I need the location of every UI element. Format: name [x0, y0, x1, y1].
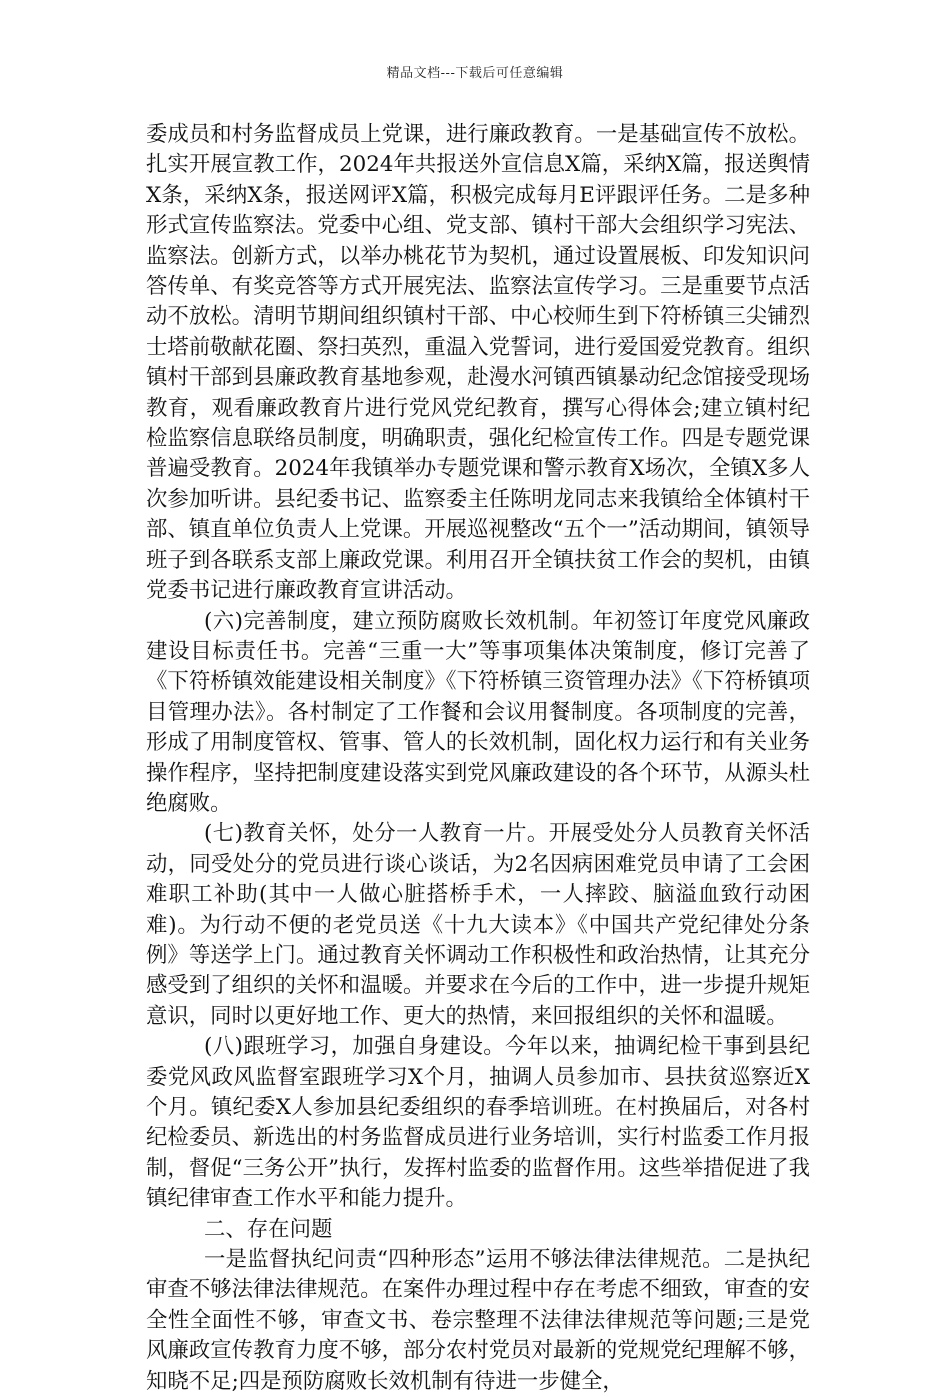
paragraph-section-6: (六)完善制度，建立预防腐败长效机制。年初签订年度党风廉政建设目标责任书。完善“三重一大”等事项集体决策制度，修订完善了《下符桥镇效能建设相关制度》《下符桥镇三资管理办法》《下符桥镇项目管理办法》。各村制定了工作餐和会议用餐制度。各项制度的完善，形成了用制度管权、管事、管人的长效机制，固化权力运行和有关业务操作程序，坚持把制度建设落实到党风廉政建设的各个环节，从源头杜绝腐败。 [146, 608, 810, 816]
paragraph-section-8: (八)跟班学习，加强自身建设。今年以来，抽调纪检干事到县纪委党风政风监督室跟班学习X个月，抽调人员参加市、县扶贫巡察近X个月。镇纪委X人参加县纪委组织的春季培训班。在村换届后，对各村纪检委员、新选出的村务监督成员进行业务培训，实行村监委工作月报制，督促“三务公开”执行，发挥村监委的监督作用。这些举措促进了我镇纪律审查工作水平和能力提升。 [146, 1034, 810, 1212]
document-body [146, 120, 810, 1397]
paragraph-problems: 一是监督执纪问责“四种形态”运用不够法律法律规范。二是执纪审查不够法律法律规范。在案件办理过程中存在考虑不细致，审查的安全性全面性不够，审查文书、卷宗整理不法律法律规范等问题;三是党风廉政宣传教育力度不够，部分农村党员对最新的党规党纪理解不够，知晓不足;四是预防腐败长效机制有待进一步健全， [146, 1247, 810, 1394]
section-heading-problems: 二、存在问题 [204, 1216, 333, 1242]
paragraph-continuation: 委成员和村务监督成员上党课，进行廉政教育。一是基础宣传不放松。扎实开展宣教工作，2024年共报送外宣信息X篇，采纳X篇，报送舆情X条，采纳X条，报送网评X篇，积极完成每月E评跟评任务。二是多种形式宣传监察法。党委中心组、党支部、镇村干部大会组织学习宪法、监察法。创新方式，以举办桃花节为契机，通过设置展板、印发知识问答传单、有奖竞答等方式开展宪法、监察法宣传学习。三是重要节点活动不放松。清明节期间组织镇村干部、中心校师生到下符桥镇三尖铺烈士塔前敬献花圈、祭扫英烈，重温入党誓词，进行爱国爱党教育。组织镇村干部到县廉政教育基地参观，赴漫水河镇西镇暴动纪念馆接受现场教育，观看廉政教育片进行党风党纪教育，撰写心得体会;建立镇村纪检监察信息联络员制度，明确职责，强化纪检宣传工作。四是专题党课普遍受教育。2024年我镇举办专题党课和警示教育X场次，全镇X多人次参加听讲。县纪委书记、监察委主任陈明龙同志来我镇给全体镇村干部、镇直单位负责人上党课。开展巡视整改“五个一”活动期间，镇领导班子到各联系支部上廉政党课。利用召开全镇扶贫工作会的契机，由镇党委书记进行廉政教育宣讲活动。 [146, 122, 810, 604]
page-header: 精品文档---下载后可任意编辑 [386, 66, 564, 81]
paragraph-section-7: (七)教育关怀，处分一人教育一片。开展受处分人员教育关怀活动，同受处分的党员进行谈心谈话，为2名因病困难党员申请了工会困难职工补助(其中一人做心脏搭桥手术，一人摔跤、脑溢血致行动困难)。为行动不便的老党员送《十九大读本》《中国共产党纪律处分条例》等送学上门。通过教育关怀调动工作积极性和政治热情，让其充分感受到了组织的关怀和温暖。并要求在今后的工作中，进一步提升规矩意识，同时以更好地工作、更大的热情，来回报组织的关怀和温暖。 [146, 821, 810, 1029]
